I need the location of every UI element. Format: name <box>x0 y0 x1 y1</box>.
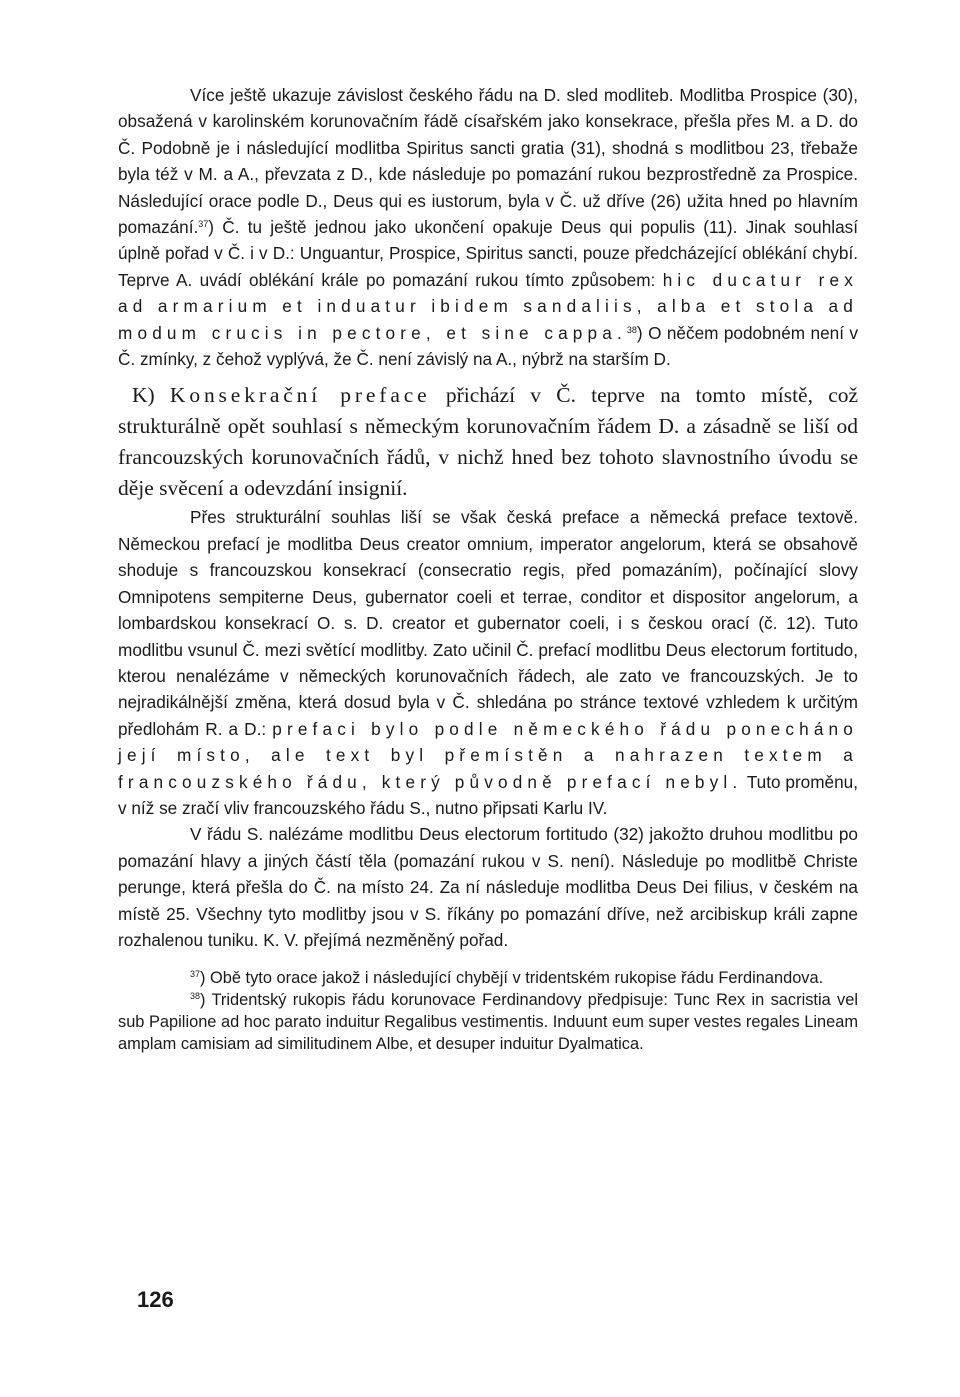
footnote-ref-37: 37 <box>198 219 209 230</box>
paragraph-text: ) Č. tu ještě jednou jako ukončení opakuje Deus qui populis (11). Jinak souhlasí úplně pořad v Č. i v D.: Unguantur, Prospice, Spiritus sancti, pouze předcházející oblékání chybí. Teprve A. uvádí oblékání krále po pomazání rukou tímto způsobem: <box>118 217 858 290</box>
footnote-number: 38 <box>190 991 201 1002</box>
section-k-consecration-preface <box>118 380 858 504</box>
paragraph-order-of-prayers <box>118 82 858 372</box>
section-keyword: Konsekrační preface <box>169 383 431 408</box>
paragraph-preface-differences <box>118 504 858 821</box>
page-body <box>118 82 858 1055</box>
paragraph-text: Více ještě ukazuje závislost českého řádu na D. sled modliteb. Modlitba Prospice (30), obsažená v karolinském korunovačním řádě císařském jako konsekrace, přešla přes M. a D. do Č. Podobně je i následující modlitba Spiritus sancti gratia (31), shodná s modlitbou 23, třebaže byla též v M. a A., převzata z D., kde následuje po pomazání rukou bezprostředně za Prospice. Následující orace podle D., Deus qui es iustorum, byla v Č. už dříve (26) užita hned po hlavním pomazání. <box>118 85 858 238</box>
section-text: přichází v Č. teprve na tomto místě, což strukturálně opět souhlasí s německým korunovačním řádem D. a zásadně se liší od francouzských korunovačních řádů, v nichž hned bez tohoto slavnostního úvodu se děje svěcení a odevzdání insignií. <box>118 383 859 501</box>
footnote-text: ) Obě tyto orace jakož i následující chybějí v tridentském rukopise řádu Ferdinandova. <box>200 969 824 988</box>
spaced-emphasis: prefaci bylo podle německého řádu ponecháno její místo, ale text byl přemístěn a nahrazen textem a francouzského řádu, který původně prefací nebyl. <box>118 718 858 792</box>
paragraph-order-s: V řádu S. nalézáme modlitbu Deus electorum fortitudo (32) jakožto druhou modlitbu po pomazání hlavy a jiných částí těla (pomazání rukou v S. není). Následuje po modlitbě Christe perunge, která přešla do Č. na místo 24. Za ní následuje modlitba Deus Dei filius, v českém na místě 25. Všechny tyto modlitby jsou v S. říkány po pomazání dříve, než arcibiskup králi zapne rozhalenou tuniku. K. V. přejímá nezměněný pořad. <box>118 824 858 950</box>
footnote-ref-38: 38 <box>626 324 637 335</box>
paragraph-text: Přes strukturální souhlas liší se však česká preface a německá preface textově. Německou prefací je modlitba Deus creator omnium, imperator angelorum, která se obsahově shoduje s francouzskou konsekrací (consecratio regis, před pomazáním), počínající slovy Omnipotens sempiterne Deus, gubernator coeli et terrae, conditor et dispositor angelorum, a lombardskou konsekrací O. s. D. creator et gubernator coeli, i s českou orací (č. 12). Tuto modlitbu vsunul Č. mezi světící modlitby. Zato učinil Č. prefací modlitbu Deus electorum fortitudo, kterou nenalézáme v německých korunovačních řádech, ale zato ve francouzských. Je to nejradikálnější změna, která dosud byla v Č. shledána po stránce textové vzhledem k určitým předlohám R. a D.: <box>118 507 858 739</box>
page-number: 126 <box>137 1287 174 1312</box>
paragraph-text: ) O něčem podobném není v Č. zmínky, z čehož vyplývá, že Č. není závislý na A., nýbrž na starším D. <box>118 322 858 370</box>
footnotes <box>118 967 858 1055</box>
spaced-latin-quote: hic ducatur rex ad armarium et induatur ibidem sandaliis, alba et stola ad modum crucis in pectore, et sine cappa. <box>118 269 858 343</box>
footnote-number: 37 <box>190 969 201 980</box>
footnote-37 <box>118 967 858 989</box>
section-label: K) <box>132 383 155 408</box>
footnote-38 <box>118 989 858 1055</box>
paragraph-text: Tuto proměnu, v níž se zračí vliv francouzského řádu S., nutno připsati Karlu IV. <box>118 771 858 818</box>
footnote-text: ) Tridentský rukopis řádu korunovace Ferdinandovy předpisuje: Tunc Rex in sacristia vel sub Papilione ad hoc parato induitur Regalibus vestimentis. Induunt eum super vestes regales Lineam amplam camisiam ad similitudinem Albe, et desuper induitur Dyalmatica. <box>118 991 858 1054</box>
